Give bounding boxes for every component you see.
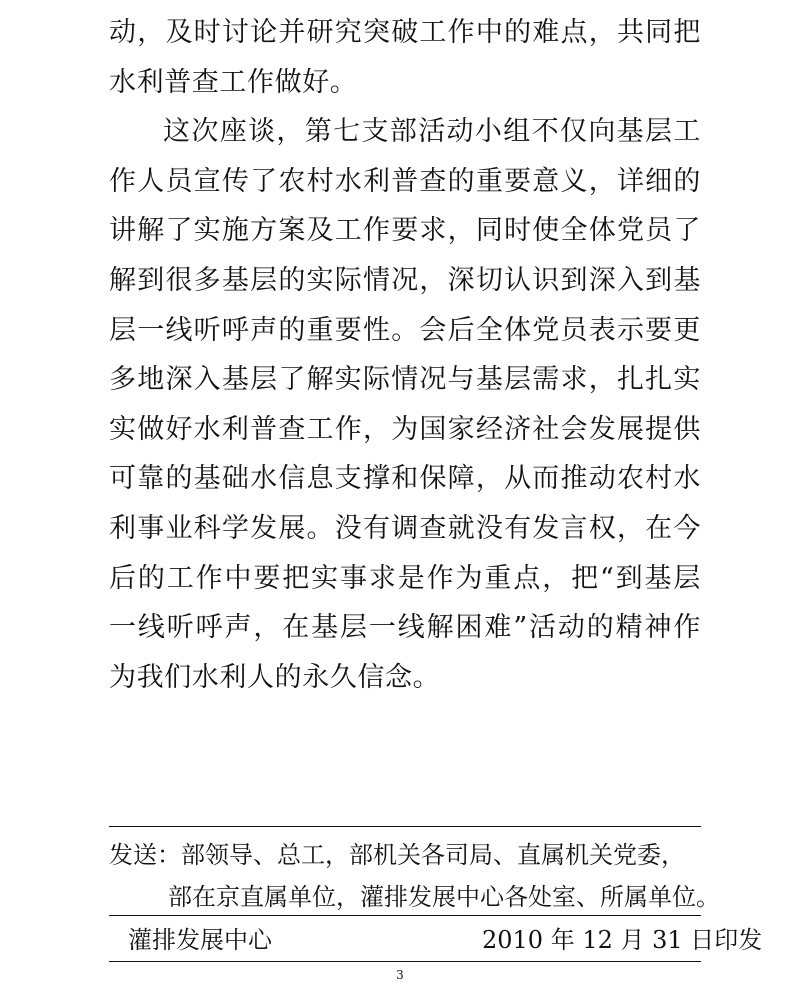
- footer-bottom-rule: [109, 961, 701, 962]
- body-text: [109, 8, 701, 702]
- paragraph-meeting-summary: 这次座谈，第七支部活动小组不仅向基层工作人员宣传了农村水利普查的重要意义，详细的讲解了实施方案及工作要求，同时使全体党员了解到很多基层的实际情况，深切认识到深入到基层一线听呼声的重要性。会后全体党员表示要更多地深入基层了解实际情况与基层需求，扎扎实实做好水利普查工作，为国家经济社会发展提供可靠的基础水信息支撑和保障，从而推动农村水利事业科学发展。没有调查就没有发言权，在今后的工作中要把实事求是作为重点，把“到基层一线听呼声，在基层一线解困难”活动的精神作为我们水利人的永久信念。: [109, 116, 701, 693]
- footer-middle-rule: [109, 915, 701, 916]
- distribution-line-2: 部在京直属单位，灌排发展中心各处室、所属单位。: [168, 883, 720, 911]
- issuing-organization: 灌排发展中心: [128, 926, 272, 954]
- issue-date: 2010 年 12 月 31 日印发: [482, 926, 763, 954]
- footer-top-rule: [109, 826, 701, 827]
- paragraph-continuation: 动，及时讨论并研究突破工作中的难点，共同把水利普查工作做好。: [109, 17, 701, 98]
- distribution-line-1: 发送：部领导、总工，部机关各司局、直属机关党委，: [109, 841, 685, 869]
- page-number: 3: [396, 968, 404, 982]
